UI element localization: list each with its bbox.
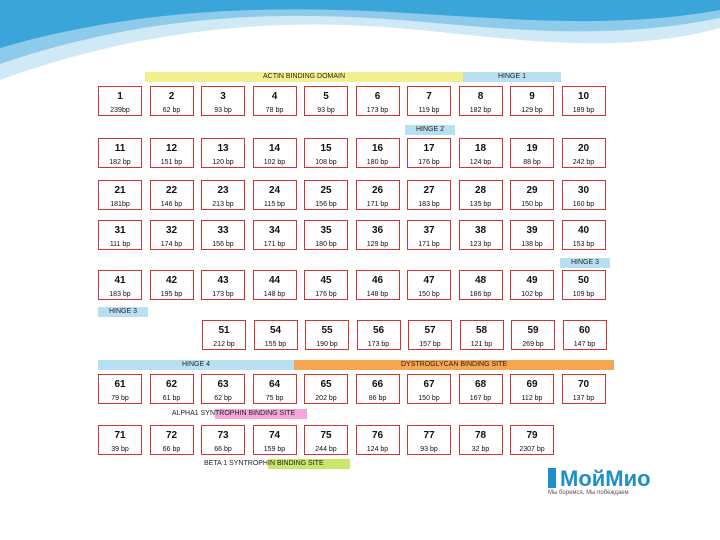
exon-number: 41 (114, 275, 126, 286)
exon-length: 121 bp (470, 341, 493, 348)
exon-number: 68 (474, 379, 487, 390)
exon-length: 186 bp (469, 291, 492, 298)
exon-box (150, 374, 194, 404)
exon-number: 25 (320, 185, 332, 196)
exon-box (98, 220, 142, 250)
exon-box (304, 180, 348, 210)
actin-binding-domain-band: ACTIN BINDING DOMAIN (145, 72, 463, 82)
exon-length: 115 bp (264, 201, 285, 208)
exon-number: 7 (426, 91, 432, 102)
exon-length: 167 bp (469, 395, 492, 402)
exon-box (357, 320, 401, 350)
exon-length: 202 bp (315, 395, 337, 402)
exon-number: 6 (374, 91, 381, 102)
exon-box (356, 86, 400, 116)
exon-number: 30 (577, 185, 590, 196)
exon-length: 176 bp (315, 291, 337, 298)
exon-box (459, 374, 503, 404)
exon-number: 33 (217, 225, 229, 236)
exon-number: 44 (268, 275, 281, 286)
exon-number: 39 (526, 225, 538, 236)
exon-length: 62 bp (162, 107, 181, 114)
exon-number: 9 (529, 91, 535, 102)
exon-length: 119 bp (418, 107, 440, 114)
logo-tagline: Мы боремся, Мы побеждаем (548, 490, 629, 496)
exon-length: 93 bp (214, 107, 232, 114)
exon-length: 62 bp (214, 395, 232, 402)
exon-box (562, 138, 606, 168)
exon-box (356, 138, 400, 168)
exon-number: 55 (321, 325, 333, 336)
exon-number: 10 (577, 91, 590, 102)
exon-length: 2307 bp (519, 446, 545, 453)
exon-length: 147 bp (573, 341, 596, 348)
exon-number: 49 (526, 275, 538, 286)
exon-box (253, 425, 297, 455)
exon-length: 150 bp (418, 291, 440, 298)
exon-number: 66 (371, 379, 384, 390)
exon-number: 77 (423, 430, 435, 441)
exon-number: 15 (320, 143, 332, 154)
exon-box (562, 220, 606, 250)
exon-box (510, 374, 554, 404)
exon-box (407, 425, 451, 455)
exon-number: 29 (526, 185, 538, 196)
hinge-3-band-lower: HINGE 3 (98, 307, 148, 317)
exon-box (304, 270, 348, 300)
exon-length: 173 bp (212, 291, 234, 298)
exon-number: 14 (268, 143, 281, 154)
exon-number: 12 (165, 143, 178, 154)
exon-box (459, 138, 503, 168)
exon-number: 36 (371, 225, 384, 236)
exon-length: 173 bp (367, 341, 390, 348)
exon-box (562, 86, 606, 116)
exon-box (98, 138, 142, 168)
exon-length: 32 bp (471, 446, 490, 453)
exon-box (460, 320, 504, 350)
brand-logo (548, 466, 651, 496)
exon-length: 66 bp (214, 446, 232, 453)
exon-length: 183 bp (109, 291, 131, 298)
exon-number: 61 (114, 379, 126, 390)
exon-number: 38 (474, 225, 487, 236)
exon-length: 93 bp (420, 446, 438, 453)
exon-box (150, 425, 194, 455)
exon-length: 120 bp (212, 159, 234, 166)
exon-length: 239bp (110, 107, 130, 114)
exon-length: 109 bp (572, 291, 595, 298)
exon-box (253, 86, 297, 116)
hinge-2-band: HINGE 2 (405, 125, 455, 135)
exon-box (201, 220, 245, 250)
exon-length: 102 bp (263, 159, 286, 166)
hinge-4-band: HINGE 4 (98, 360, 294, 370)
exon-number: 31 (114, 225, 126, 236)
exon-box (408, 320, 452, 350)
exon-box (356, 270, 400, 300)
exon-box (459, 220, 503, 250)
hinge-1-band: HINGE 1 (463, 72, 561, 82)
exon-box (253, 220, 297, 250)
exon-box (459, 86, 503, 116)
exon-length: 159 bp (263, 446, 286, 453)
exon-box (253, 270, 297, 300)
exon-number: 64 (268, 379, 281, 390)
exon-number: 48 (474, 275, 487, 286)
exon-number: 5 (323, 91, 329, 102)
exon-number: 59 (527, 325, 539, 336)
exon-box (356, 425, 400, 455)
exon-length: 171 bp (366, 201, 389, 208)
exon-box (201, 138, 245, 168)
exon-length: 66 bp (162, 446, 181, 453)
exon-length: 150 bp (418, 395, 440, 402)
exon-length: 135 bp (469, 201, 492, 208)
exon-number: 16 (371, 143, 384, 154)
exon-number: 78 (474, 430, 487, 441)
exon-length: 108 bp (315, 159, 337, 166)
exon-number: 19 (526, 143, 538, 154)
exon-number: 51 (218, 325, 230, 336)
exon-box (562, 270, 606, 300)
exon-number: 23 (217, 185, 229, 196)
exon-number: 43 (217, 275, 229, 286)
beta-syntrophin-band: IN BINDING SITE (268, 459, 350, 469)
exon-length: 148 bp (263, 291, 286, 298)
dystroglycan-binding-site-band: DYSTROGLYCAN BINDING SITE (294, 360, 614, 370)
alpha-syntrophin-band: TROPHIN BINDING SITE (215, 409, 307, 419)
exon-number: 37 (423, 225, 435, 236)
exon-number: 46 (371, 275, 384, 286)
exon-number: 24 (268, 185, 281, 196)
exon-length: 155 bp (264, 341, 287, 348)
exon-box (150, 180, 194, 210)
exon-length: 176 bp (418, 159, 440, 166)
exon-box (150, 138, 194, 168)
exon-box (253, 180, 297, 210)
exon-box (150, 86, 194, 116)
exon-box (304, 425, 348, 455)
exon-length: 195 bp (160, 291, 183, 298)
exon-length: 153 bp (572, 241, 595, 248)
exon-length: 129 bp (366, 241, 389, 248)
hinge-3-band: HINGE 3 (560, 258, 610, 268)
exon-number: 67 (423, 379, 435, 390)
exon-length: 242 bp (572, 159, 595, 166)
exon-number: 21 (114, 185, 126, 196)
exon-box (201, 425, 245, 455)
exon-box (407, 138, 451, 168)
exon-box (98, 180, 142, 210)
exon-number: 60 (578, 325, 591, 336)
exon-number: 2 (168, 91, 175, 102)
exon-length: 213 bp (212, 201, 234, 208)
exon-number: 8 (477, 91, 484, 102)
exon-box (150, 270, 194, 300)
exon-length: 183 bp (418, 201, 440, 208)
exon-length: 75 bp (265, 395, 284, 402)
exon-number: 73 (217, 430, 229, 441)
exon-number: 20 (577, 143, 590, 154)
exon-box (407, 270, 451, 300)
exon-length: 78 bp (265, 107, 284, 114)
exon-length: 269 bp (522, 341, 544, 348)
exon-number: 74 (268, 430, 281, 441)
exon-length: 212 bp (213, 341, 235, 348)
exon-box (150, 220, 194, 250)
exon-box (98, 374, 142, 404)
exon-number: 40 (577, 225, 590, 236)
exon-box (305, 320, 349, 350)
exon-length: 182 bp (109, 159, 131, 166)
exon-number: 50 (577, 275, 590, 286)
exon-box (510, 86, 554, 116)
exon-number: 4 (271, 91, 278, 102)
exon-length: 180 bp (315, 241, 337, 248)
exon-length: 93 bp (317, 107, 335, 114)
exon-number: 11 (114, 143, 126, 154)
exon-box (254, 320, 298, 350)
beta-syntrophin-label-a: BETA 1 SYNTROPH (178, 459, 268, 469)
exon-length: 79 bp (111, 395, 129, 402)
exon-box (253, 374, 297, 404)
exon-number: 13 (217, 143, 229, 154)
exon-box (356, 180, 400, 210)
exon-box (563, 320, 607, 350)
exon-length: 173 bp (366, 107, 389, 114)
exon-length: 150 bp (521, 201, 543, 208)
exon-box (407, 220, 451, 250)
exon-length: 171 bp (263, 241, 286, 248)
exon-box (510, 138, 554, 168)
exon-length: 112 bp (521, 395, 543, 402)
exon-number: 3 (220, 91, 226, 102)
exon-number: 70 (577, 379, 590, 390)
exon-number: 58 (475, 325, 488, 336)
exon-box (407, 86, 451, 116)
exon-box (98, 270, 142, 300)
exon-box (304, 374, 348, 404)
exon-box (98, 86, 142, 116)
exon-length: 146 bp (160, 201, 183, 208)
exon-box (201, 270, 245, 300)
exon-box (356, 374, 400, 404)
exon-number: 22 (165, 185, 178, 196)
exon-length: 61 bp (162, 395, 181, 402)
exon-number: 18 (474, 143, 487, 154)
exon-number: 71 (114, 430, 126, 441)
exon-length: 157 bp (419, 341, 441, 348)
exon-number: 45 (320, 275, 332, 286)
exon-number: 54 (269, 325, 282, 336)
exon-length: 138 bp (521, 241, 543, 248)
exon-length: 148 bp (366, 291, 389, 298)
exon-box (459, 270, 503, 300)
exon-length: 111 bp (109, 241, 131, 248)
exon-box (304, 86, 348, 116)
exon-number: 47 (423, 275, 435, 286)
exon-length: 124 bp (366, 446, 389, 453)
exon-box (356, 220, 400, 250)
exon-number: 62 (165, 379, 178, 390)
exon-number: 42 (165, 275, 178, 286)
exon-box (407, 374, 451, 404)
exon-number: 57 (424, 325, 436, 336)
exon-length: 151 bp (160, 159, 183, 166)
exon-box (510, 425, 554, 455)
alpha-syntrophin-label-a: ALPHA1 SYN (160, 409, 215, 419)
exon-box (511, 320, 555, 350)
exon-length: 129 bp (521, 107, 543, 114)
exon-number: 27 (423, 185, 435, 196)
exon-length: 137 bp (572, 395, 595, 402)
exon-length: 190 bp (316, 341, 338, 348)
exon-box (253, 138, 297, 168)
exon-box (98, 425, 142, 455)
exon-box (562, 374, 606, 404)
exon-box (510, 220, 554, 250)
exon-number: 17 (423, 143, 435, 154)
exon-number: 34 (268, 225, 281, 236)
exon-box (510, 180, 554, 210)
exon-number: 28 (474, 185, 487, 196)
exon-number: 56 (372, 325, 385, 336)
exon-number: 35 (320, 225, 332, 236)
exon-length: 189 bp (572, 107, 595, 114)
exon-length: 88 bp (523, 159, 541, 166)
exon-box (407, 180, 451, 210)
exon-length: 182 bp (469, 107, 492, 114)
exon-length: 86 bp (368, 395, 387, 402)
exon-length: 123 bp (469, 241, 492, 248)
exon-number: 32 (165, 225, 178, 236)
exon-box (510, 270, 554, 300)
exon-length: 156 bp (212, 241, 234, 248)
exon-number: 79 (526, 430, 538, 441)
exon-length: 124 bp (469, 159, 492, 166)
exon-box (304, 220, 348, 250)
exon-length: 39 bp (111, 446, 129, 453)
exon-number: 76 (371, 430, 384, 441)
exon-box (459, 180, 503, 210)
exon-length: 171 bp (418, 241, 440, 248)
exon-number: 26 (371, 185, 384, 196)
exon-number: 1 (117, 91, 123, 102)
exon-number: 69 (526, 379, 538, 390)
exon-length: 156 bp (315, 201, 337, 208)
exon-box (304, 138, 348, 168)
exon-box (202, 320, 246, 350)
exon-length: 160 bp (572, 201, 595, 208)
exon-box (562, 180, 606, 210)
exon-number: 75 (320, 430, 332, 441)
exon-length: 102 bp (521, 291, 543, 298)
exon-number: 63 (217, 379, 229, 390)
exon-box (201, 86, 245, 116)
logo-name: МойМио (560, 466, 651, 491)
exon-length: 181bp (110, 201, 130, 208)
exon-box (201, 180, 245, 210)
exon-number: 72 (165, 430, 178, 441)
exon-box (459, 425, 503, 455)
exon-length: 180 bp (366, 159, 389, 166)
exon-box (201, 374, 245, 404)
exon-length: 244 bp (315, 446, 337, 453)
exon-number: 65 (320, 379, 332, 390)
logo-mark-icon (548, 468, 556, 488)
exon-length: 174 bp (160, 241, 183, 248)
